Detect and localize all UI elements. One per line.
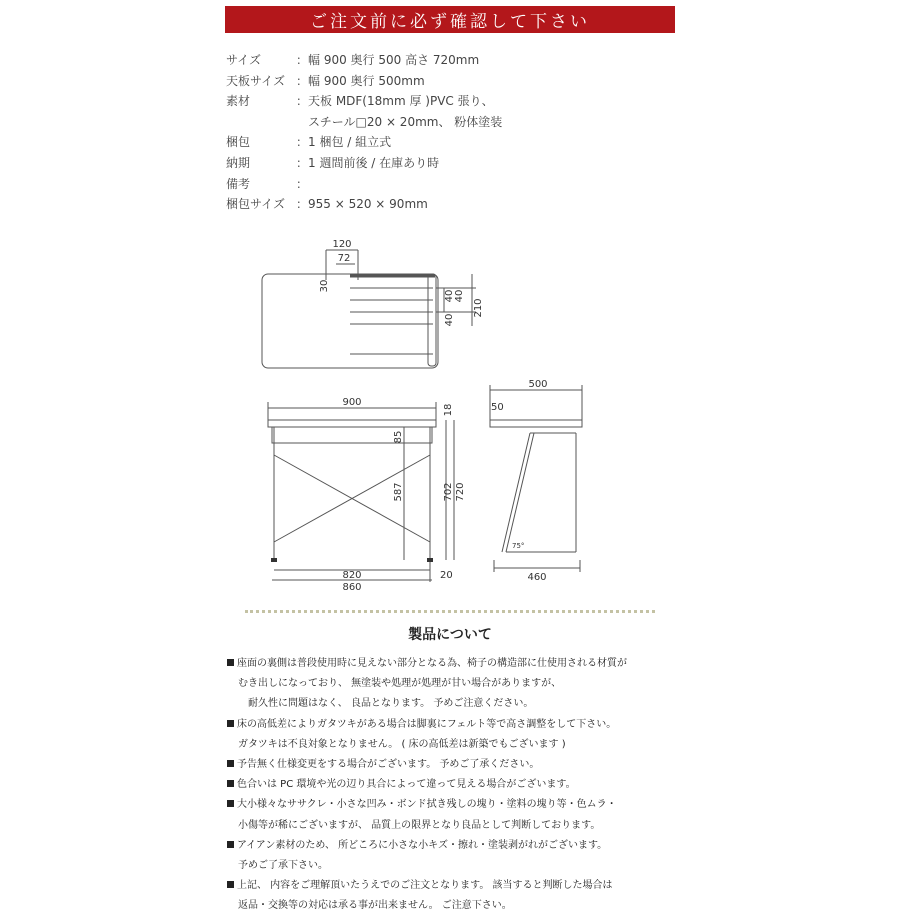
note-line: 小傷等が稀にございますが、 品質上の限界となり良品として判断しております。 [238,819,601,831]
dim-label: 40 [444,313,455,327]
spec-table [226,50,686,215]
note-line [227,836,697,856]
dim-label: 30 [319,279,330,293]
dim-label: 210 [473,298,484,318]
note-item [227,755,697,775]
spec-row [226,194,686,215]
foot [271,558,277,562]
tabletop [268,420,436,427]
spec-row [226,112,686,133]
spec-value: スチール□20 × 20mm、 粉体塗装 [296,114,503,129]
spec-label [226,112,296,133]
note-line [227,775,697,795]
note-item [227,876,697,916]
notice-banner-title: ご注文前に必ず確認して下さい [310,12,590,32]
spec-label: 梱包サイズ [226,197,286,212]
note-item [227,715,697,755]
apron [272,427,432,443]
spec-row [226,153,686,174]
spec-value: ：1 週間前後 / 在庫あり時 [296,155,440,170]
notes-list [227,654,697,916]
side-leg [502,433,530,552]
note-line: 予めご了承下さい。 [238,859,328,871]
dim-label: 120 [332,239,352,250]
note-text: アイアン素材のため、 所どころに小さな小キズ・擦れ・塗装剥がれがございます。 [237,839,608,851]
bullet-square-icon [227,841,234,848]
dim-label: 75° [512,542,525,550]
dotted-divider [245,610,655,613]
note-text: 床の高低差によりガタツキがある場合は脚裏にフェルト等で高さ調整をして下さい。 [237,718,617,730]
foot [427,558,433,562]
side-tabletop [490,420,582,427]
bullet-square-icon [227,780,234,787]
bullet-square-icon [227,800,234,807]
dim-label: 72 [337,253,351,264]
spec-label: 備考 [226,176,251,191]
dim-label: 20 [440,570,453,581]
spec-row [226,174,686,195]
spec-label: 天板サイズ [226,73,286,88]
dim-label: 720 [455,482,466,502]
note-text: 色合いは PC 環境や光の辺り具合によって違って見える場合がございます。 [237,779,576,791]
note-text: 大小様々なササクレ・小さな凹み・ボンド拭き残しの塊り・塗料の塊り等・色ムラ・ [237,799,617,811]
note-line: 返品・交換等の対応は承る事が出来ません。 ご注意下さい。 [238,900,512,912]
top-view [262,250,476,368]
note-line [227,795,697,815]
side-leg [506,433,534,552]
spec-value: ：1 梱包 / 組立式 [296,135,392,150]
spec-value: ：955 × 520 × 90mm [296,197,428,212]
spec-value: ： [296,176,309,191]
dimension-drawing [250,230,600,595]
dim-label: 40 [454,289,465,303]
note-line [227,654,697,674]
note-text: 上記、 内容をご理解頂いたうえでのご注文となります。 該当すると判断した場合は [237,880,613,892]
bullet-square-icon [227,760,234,767]
dim-label: 500 [528,379,548,390]
bullet-square-icon [227,659,234,666]
spec-row [226,132,686,153]
spec-row [226,50,686,71]
note-item [227,795,697,835]
dim-label: 860 [342,582,362,593]
front-view [268,402,454,582]
dim-label: 40 [444,289,455,303]
dim-label: 702 [443,482,454,502]
note-text: 座面の裏側は普段使用時に見えない部分となる為、椅子の構造部に仕使用される材質が [237,658,627,669]
note-line [227,715,697,735]
spec-value: ：天板 MDF(18mm 厚 )PVC 張り、 [296,94,494,109]
dim-label: 460 [527,572,547,583]
spec-label: 素材 [226,94,251,109]
side-view [490,385,582,572]
spec-row [226,91,686,112]
note-text: 予告無く仕様変更をする場合がございます。 予めご了承ください。 [237,758,540,770]
spec-label: 納期 [226,155,251,170]
dim-label: 820 [342,570,362,581]
bullet-square-icon [227,720,234,727]
dim-label: 85 [393,430,404,444]
dim-label: 587 [393,482,404,502]
bullet-square-icon [227,881,234,888]
note-line: むき出しになっており、 無塗装や処理が処理が甘い場合がありますが、 [238,678,562,690]
dim-label: 18 [443,403,454,417]
spec-value: ：幅 900 奥行 500mm [296,73,425,88]
note-item [227,654,697,715]
note-line [227,876,697,896]
dim-label: 50 [491,402,504,413]
notice-banner [225,6,675,33]
spec-row [226,71,686,92]
note-line: ガタツキは不良対象となりません。 ( 床の高低差は新築でもございます ) [238,738,566,750]
note-item [227,775,697,795]
dim-label: 900 [342,397,362,408]
spec-value: ：幅 900 奥行 500 高さ 720mm [296,53,480,67]
spec-label: サイズ [226,53,262,67]
spec-label: 梱包 [226,135,251,150]
section-title: 製品について [408,627,492,643]
note-line [227,755,697,775]
note-line: 耐久性に問題はなく、 良品となります。 予めご注意ください。 [238,698,534,710]
note-item [227,836,697,876]
